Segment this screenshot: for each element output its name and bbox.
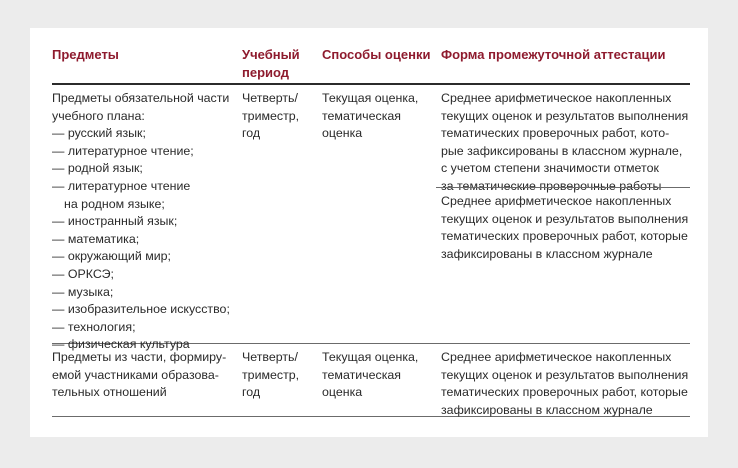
form-line: рые зафиксированы в классном журнале, [441, 143, 683, 158]
header-period [242, 46, 312, 82]
period-line: Четверть/ [242, 91, 298, 105]
subjects-line: Предметы из части, формиру- [52, 350, 227, 364]
subject-item: — математика; [52, 231, 228, 249]
form-line: тематических проверочных работ, которые [441, 385, 688, 400]
header-methods: Способы оценки [322, 47, 431, 62]
subject-item: — ОРКСЭ; [52, 266, 228, 284]
form-line: зафиксированы в классном журнале [441, 402, 653, 417]
subject-item: — физическая культура [52, 336, 228, 354]
subjects-intro-line: учебного плана: [52, 108, 145, 123]
table-row [52, 85, 690, 352]
methods-cell [322, 90, 438, 143]
subject-item-continuation: на родном языке; [64, 196, 165, 211]
period-cell [242, 349, 312, 402]
subjects-intro-line: Предметы обязательной части [52, 91, 230, 105]
subjects-line: емой участниками образова- [52, 367, 219, 382]
form-cell-b [441, 193, 691, 263]
form-line: текущих оценок и результатов выполнения [441, 108, 689, 123]
subject-item: — окружающий мир; [52, 248, 228, 266]
methods-line: оценка [322, 126, 363, 141]
methods-line: оценка [322, 385, 363, 400]
subjects-cell [52, 90, 228, 354]
subject-item: — музыка; [52, 284, 228, 302]
methods-line: Текущая оценка, [322, 91, 419, 105]
form-line: Среднее арифметическое накопленных [441, 350, 672, 364]
period-cell [242, 90, 312, 143]
form-line: зафиксированы в классном журнале [441, 246, 653, 261]
period-line: триместр, [242, 108, 300, 123]
form-line: текущих оценок и результатов выполнения [441, 211, 689, 226]
form-line: тематических проверочных работ, кото- [441, 126, 670, 141]
form-cell-a [441, 90, 691, 196]
form-line: Среднее арифметическое накопленных [441, 194, 672, 208]
period-line: Четверть/ [242, 350, 298, 364]
form-cell [441, 349, 691, 419]
subject-item: — изобразительное искусство; [52, 301, 228, 319]
methods-cell [322, 349, 438, 402]
methods-line: тематическая [322, 108, 401, 123]
period-line: триместр, [242, 367, 300, 382]
document-page [30, 28, 708, 437]
subjects-cell [52, 349, 228, 402]
subject-item: — литературное чтение; [52, 143, 228, 161]
header-subjects: Предметы [52, 47, 119, 62]
subject-item: — русский язык; [52, 125, 228, 143]
period-line: год [242, 126, 261, 141]
assessment-table [52, 46, 690, 417]
form-line: за тематические проверочные работы [441, 178, 662, 193]
header-form: Форма промежуточной аттестации [441, 47, 666, 62]
form-line: с учетом степени значимости отметок [441, 161, 659, 176]
subject-item: — иностранный язык; [52, 213, 228, 231]
subject-item: — технология; [52, 319, 228, 337]
header-period-line: период [242, 65, 290, 80]
subject-item: — родной язык; [52, 160, 228, 178]
period-line: год [242, 385, 261, 400]
table-row [52, 344, 690, 417]
subjects-line: тельных отношений [52, 385, 167, 400]
form-line: Среднее арифметическое накопленных [441, 91, 672, 105]
methods-line: тематическая [322, 367, 401, 382]
subject-item: — литературное чтение [52, 178, 228, 196]
header-period-line: Учебный [242, 47, 300, 62]
table-header [52, 46, 690, 85]
sub-row-divider [436, 187, 690, 188]
form-line: текущих оценок и результатов выполнения [441, 367, 689, 382]
methods-line: Текущая оценка, [322, 350, 419, 364]
form-line: тематических проверочных работ, которые [441, 229, 688, 244]
